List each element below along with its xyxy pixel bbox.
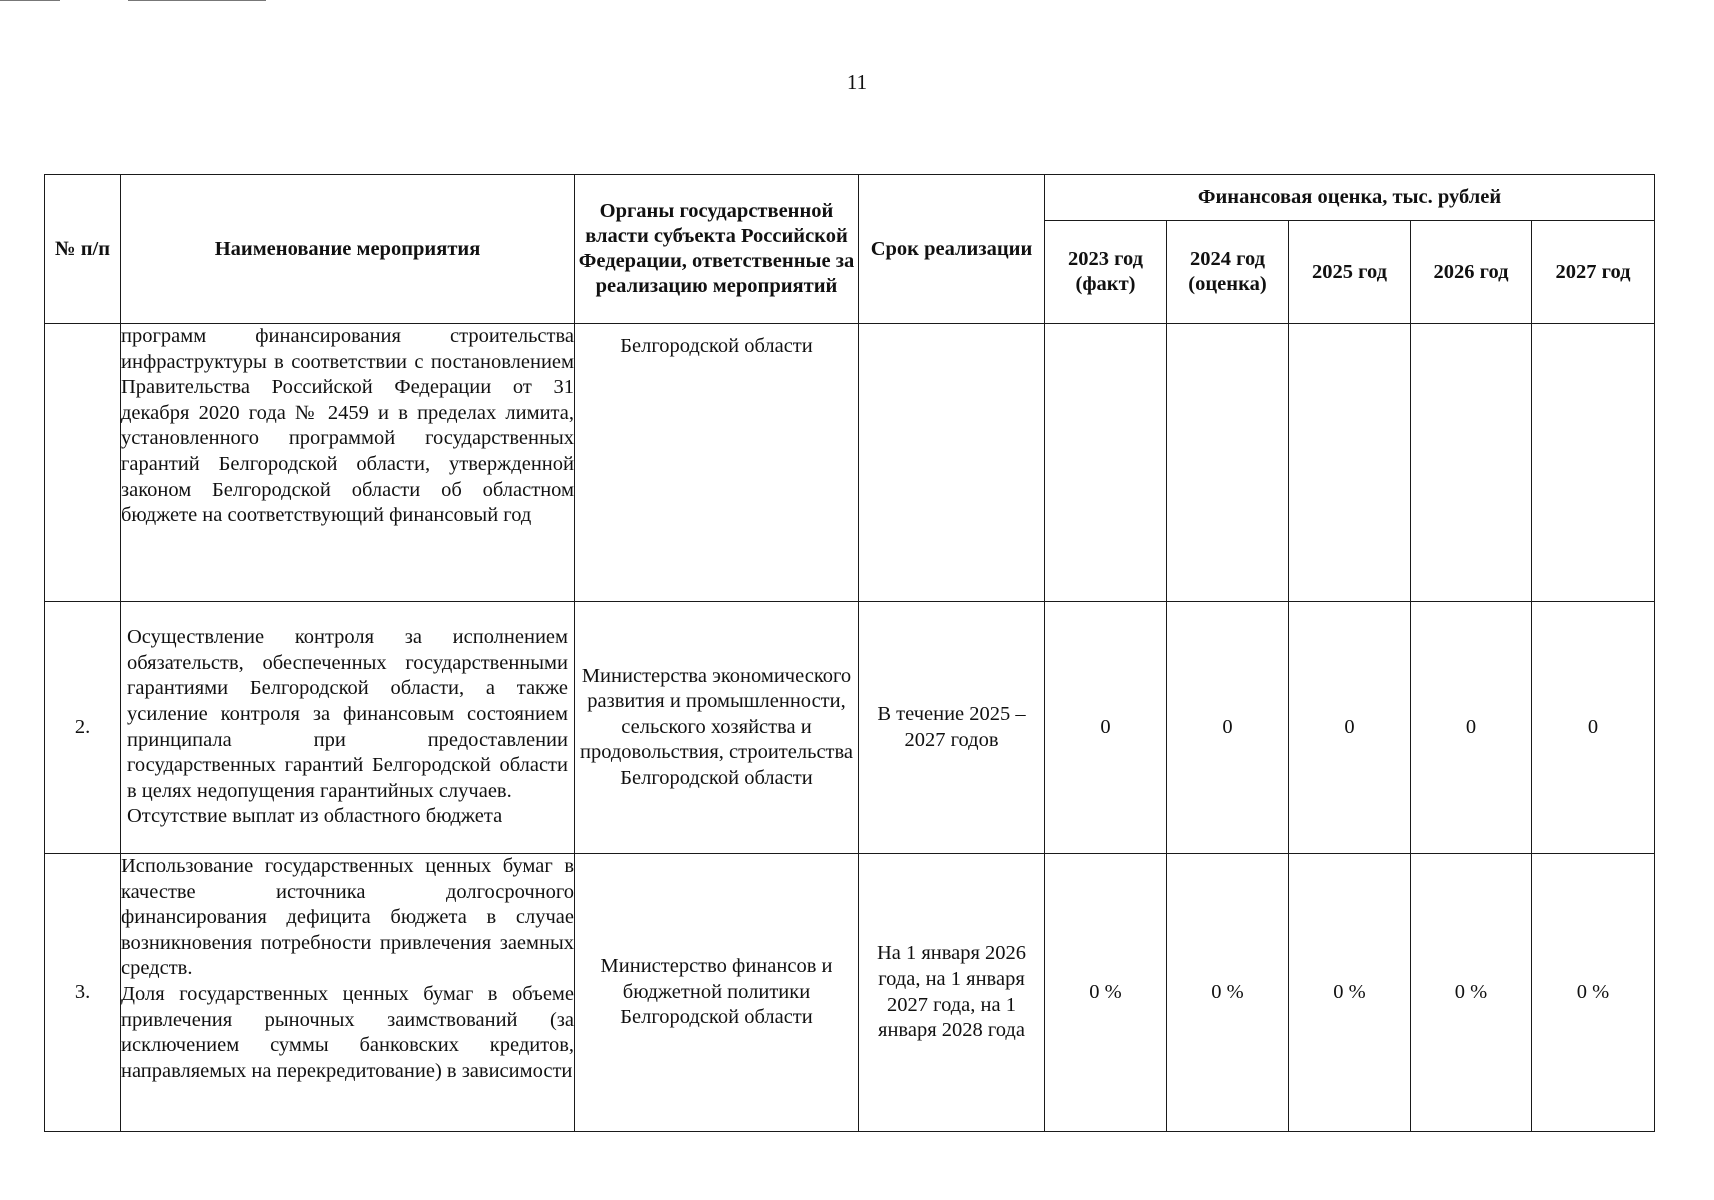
value-2023 xyxy=(1045,324,1167,602)
header-year-2025: 2025 год xyxy=(1289,221,1411,324)
action-plan-table xyxy=(44,174,1655,1132)
header-number: № п/п xyxy=(45,175,121,324)
implementation-term: В течение 2025 – 2027 годов xyxy=(859,602,1045,854)
value-2024: 0 % xyxy=(1167,854,1289,1132)
value-2027 xyxy=(1532,324,1655,602)
header-activity-name: Наименование мероприятия xyxy=(121,175,575,324)
implementation-term xyxy=(859,324,1045,602)
value-2027: 0 % xyxy=(1532,854,1655,1132)
responsible-authority: Белгородской области xyxy=(575,324,859,602)
value-2023: 0 xyxy=(1045,602,1167,854)
scan-artifact-line xyxy=(128,0,266,1)
header-financial-estimate: Финансовая оценка, тыс. рублей xyxy=(1045,175,1655,221)
table-row xyxy=(45,602,1655,854)
value-2025: 0 % xyxy=(1289,854,1411,1132)
value-2025 xyxy=(1289,324,1411,602)
value-2023: 0 % xyxy=(1045,854,1167,1132)
activity-indicator: Доля государственных ценных бумаг в объеме привлечения рыночных заимствований (за исключением суммы банковских кредитов, направляемых на перекредитование) в зависимости xyxy=(121,982,574,1082)
value-2026: 0 xyxy=(1411,602,1532,854)
row-number: 3. xyxy=(45,854,121,1132)
activity-name-cell xyxy=(121,854,575,1132)
responsible-authority: Министерство финансов и бюджетной политики Белгородской области xyxy=(575,854,859,1132)
header-year-2024: 2024 год (оценка) xyxy=(1167,221,1289,324)
activity-indicator: Отсутствие выплат из областного бюджета xyxy=(127,805,503,828)
header-year-2023: 2023 год (факт) xyxy=(1045,221,1167,324)
responsible-authority: Министерства экономического развития и промышленности, сельского хозяйства и продовольствия, строительства Белгородской области xyxy=(575,602,859,854)
value-2025: 0 xyxy=(1289,602,1411,854)
table-row xyxy=(45,854,1655,1132)
header-implementation-term: Срок реализации xyxy=(859,175,1045,324)
activity-name: Использование государственных ценных бумаг в качестве источника долгосрочного финансирования дефицита бюджета в случае возникновения потребности привлечения заемных средств. xyxy=(121,855,574,980)
header-year-2026: 2026 год xyxy=(1411,221,1532,324)
value-2026 xyxy=(1411,324,1532,602)
header-responsible-authorities: Органы государственной власти субъекта Российской Федерации, ответственные за реализацию мероприятий xyxy=(575,175,859,324)
activity-name-cell xyxy=(121,602,575,854)
header-year-2027: 2027 год xyxy=(1532,221,1655,324)
activity-name: Осуществление контроля за исполнением обязательств, обеспеченных государственными гарантиями Белгородской области, а также усиление контроля за финансовым состоянием принципала при предоставлении государственных гарантий Белгородской области в целях недопущения гарантийных случаев. xyxy=(127,626,568,802)
page-number: 11 xyxy=(846,70,868,94)
value-2024 xyxy=(1167,324,1289,602)
activity-name: программ финансирования строительства инфраструктуры в соответствии с постановлением Правительства Российской Федерации от 31 декабря 2020 года № 2459 и в пределах лимита, установленного программой государственных гарантий Белгородской области, утвержденной законом Белгородской области об областном бюджете на соответствующий финансовый год xyxy=(121,324,575,602)
value-2026: 0 % xyxy=(1411,854,1532,1132)
row-number xyxy=(45,324,121,602)
row-number: 2. xyxy=(45,602,121,854)
value-2027: 0 xyxy=(1532,602,1655,854)
table-row xyxy=(45,324,1655,602)
implementation-term: На 1 января 2026 года, на 1 января 2027 года, на 1 января 2028 года xyxy=(859,854,1045,1132)
scan-artifact-line xyxy=(0,0,60,1)
value-2024: 0 xyxy=(1167,602,1289,854)
